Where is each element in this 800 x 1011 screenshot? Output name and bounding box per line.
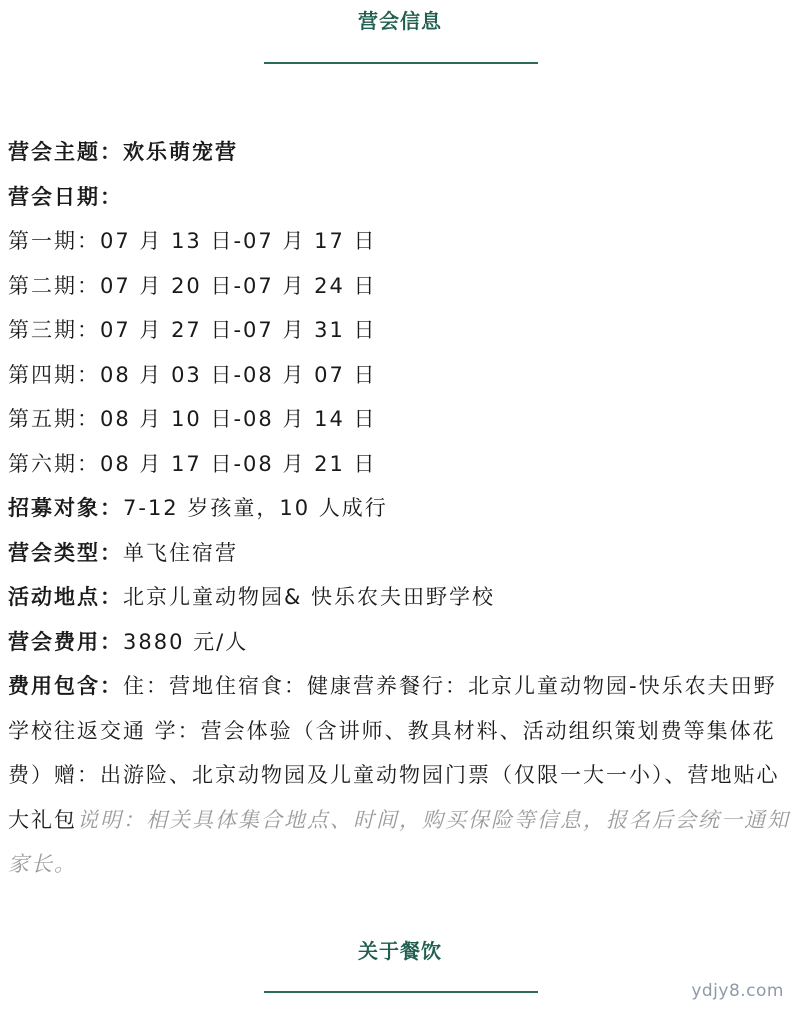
period-4: 第四期：08 月 03 日-08 月 07 日 xyxy=(8,362,377,387)
target-line xyxy=(8,486,792,531)
includes-note: 说明：相关具体集合地点、时间，购买保险等信息，报名后会统一通知家长。 xyxy=(8,807,790,876)
fee-line xyxy=(8,620,792,665)
theme-label: 营会主题： xyxy=(8,140,123,164)
watermark: ydjy8.com xyxy=(691,981,784,1001)
dining-title: 关于餐饮 xyxy=(358,939,442,963)
dining-header xyxy=(0,935,800,964)
theme-line xyxy=(8,130,792,175)
dining-divider xyxy=(264,991,538,993)
target-value: 7-12 岁孩童，10 人成行 xyxy=(123,496,388,520)
dates-label: 营会日期： xyxy=(8,184,123,209)
location-value: 北京儿童动物园& 快乐农夫田野学校 xyxy=(123,585,496,609)
camp-info-content xyxy=(8,130,792,887)
period-2: 第二期：07 月 20 日-07 月 24 日 xyxy=(8,273,377,298)
includes-value: 住：营地住宿食：健康营养餐行：北京儿童动物园-快乐农夫田野学校往返交通 学：营会体验（含讲师、教具材料、活动组织策划费等集体花费）赠：出游险、北京动物园及儿童动物园门票（仅限一大一小）、营地贴心大礼包 xyxy=(8,674,780,832)
period-5: 第五期：08 月 10 日-08 月 14 日 xyxy=(8,407,377,431)
location-label: 活动地点： xyxy=(8,585,123,609)
period-3: 第三期：07 月 27 日-07 月 31 日 xyxy=(8,318,377,342)
type-line xyxy=(8,531,792,576)
includes-label: 费用包含： xyxy=(8,674,123,698)
includes-paragraph xyxy=(8,664,792,887)
camp-info-header xyxy=(0,5,800,34)
theme-value: 欢乐萌宠营 xyxy=(123,140,238,164)
dates-line xyxy=(8,175,792,220)
location-line xyxy=(8,575,792,620)
fee-value: 3880 元/人 xyxy=(123,629,249,654)
type-label: 营会类型： xyxy=(8,540,123,565)
fee-label: 营会费用： xyxy=(8,629,123,654)
period-1: 第一期：07 月 13 日-07 月 17 日 xyxy=(8,229,377,253)
target-label: 招募对象： xyxy=(8,496,123,520)
period-6: 第六期：08 月 17 日-08 月 21 日 xyxy=(8,451,377,476)
camp-info-title: 营会信息 xyxy=(358,9,442,33)
camp-info-divider xyxy=(264,62,538,64)
type-value: 单飞住宿营 xyxy=(123,540,238,565)
